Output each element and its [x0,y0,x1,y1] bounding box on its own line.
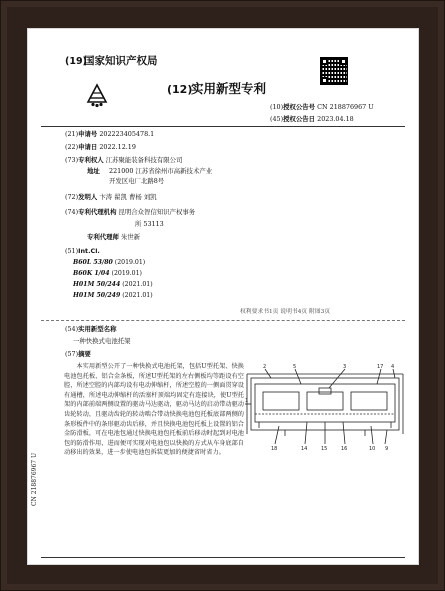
patentee: 江苏聚能装备科技有限公司 [105,156,183,164]
grant-pubno-code: (10) [270,103,284,111]
ipc-code: B60L 53/80 [73,259,113,266]
ipc-row [73,282,153,288]
utility-model-title: 一种快换式电池托架 [73,337,131,345]
app-no: 202223405478.1 [99,130,155,138]
abstract-label: 摘要 [78,350,91,358]
footer-divider [41,557,405,558]
intcl-label: Int.Cl. [78,247,100,255]
figure-label: 10 [369,446,376,450]
figure-label: 4 [391,364,395,370]
battery-tray-figure [245,364,405,450]
figure-label: 9 [385,446,389,450]
ipc-code: B60K 1/04 [73,270,110,277]
figure-label: 16 [341,446,348,450]
grant-pubno: CN 218876967 U [317,103,374,111]
patentee-label: 专利权人 [78,156,104,164]
title-heading-row [65,326,116,332]
app-no-label: 申请号 [78,130,98,138]
patentee-code: (73) [65,156,79,164]
side-publication-number: CN 218876967 U [31,452,38,506]
intcl-code: (51) [65,247,79,255]
inventor-row [65,194,157,200]
office-code: (19) [65,56,87,67]
figure-label: 18 [271,446,278,450]
title-code: (54) [65,325,79,333]
address-label: 地址 [87,167,100,175]
abstract-code: (57) [65,350,79,358]
grant-pubno-row [270,104,374,110]
grant-date-row [270,116,354,122]
app-no-row [65,131,154,137]
ipc-version: (2021.01) [122,281,153,288]
cnipa-logo [85,82,109,108]
intcl-row [65,248,100,254]
header-divider [41,126,405,127]
patent-document [27,28,419,565]
inventor-code: (72) [65,193,79,201]
figure-label: 3 [343,364,347,370]
grant-date-label: 授权公告日 [283,115,316,123]
ipc-version: (2021.01) [122,292,153,299]
ipc-code: H01M 50/244 [73,281,121,288]
ipc-row [73,271,142,277]
ipc-row [73,260,145,266]
office-name: 国家知识产权局 [84,55,158,67]
app-date-row [65,144,136,150]
figure-label: 15 [321,446,328,450]
pages-note: 权利要求书1页 说明书4页 附图3页 [240,309,331,315]
agent-row [87,234,140,240]
agent: 朱世新 [121,233,141,241]
ipc-version: (2019.01) [111,270,142,277]
figure-label: 14 [301,446,308,450]
grant-pubno-label: 授权公告号 [283,103,316,111]
figure-label: 5 [293,364,297,370]
address-line-1: 221000 江苏省徐州市高新技术产业 [109,167,213,175]
ipc-version: (2019.01) [114,259,146,266]
grant-date: 2023.04.18 [317,115,354,123]
grant-date-code: (45) [270,115,284,123]
inventor-label: 发明人 [78,193,98,201]
agent-label: 专利代理师 [87,233,119,241]
app-date-code: (22) [65,143,79,151]
app-date-label: 申请日 [78,143,98,151]
figure-label: 1 [245,398,249,404]
address-line-2: 开发区电厂北路8号 [109,177,165,185]
abstract-text: 本实用新型公开了一种快换式电池托架，包括U型托架、快换电池包托板、铝合金条板，所述U型托架的左右侧板均等距设有空腔，所述空腔的内部均设有电动伸缩杆，所述空腔的一侧面贯穿设有通槽，所述电动伸缩杆的活塞杆顶端均固定有连接块，使U型托架的内部前端两侧设置的驱动马达驱动，驱动马达的启动带动驱动齿轮转动，且驱动齿轮的转动啮合带动快换电池包托板底部两侧的条形板件中的条形驱动齿后移，并且快换电池包托板上设置的铝合金防滑板，可在电池包通过快换电池包托板前后移动时起到对电池包的防滑作用，进而便可实现对电池包以快换的方式从车身底部自动移出的效果，进一步使电池包拆装更加的便捷省时省力。 [64,363,244,457]
inventors: 卞涛 翟凯 曹杨 刘凯 [99,193,157,201]
figure-label: 2 [263,364,267,370]
pages-divider [41,320,405,321]
app-date: 2022.12.19 [99,143,136,151]
doc-type: 实用新型专利 [191,81,267,96]
app-no-code: (21) [65,130,79,138]
qr-code-icon [321,58,347,84]
abstract-heading-row [65,351,91,357]
figure-label: 17 [377,364,384,370]
agency-code: (74) [65,208,79,216]
doc-type-code: (12) [167,83,193,96]
agency-line-1: 昆明合众智信知识产权事务 [118,208,196,216]
patentee-row [65,157,182,163]
agency-line-2: 所 53113 [135,220,164,228]
agency-label: 专利代理机构 [78,208,117,216]
ipc-code: H01M 50/249 [73,292,121,299]
ipc-row [73,293,153,299]
agency-row [65,209,195,215]
title-label: 实用新型名称 [78,325,117,333]
